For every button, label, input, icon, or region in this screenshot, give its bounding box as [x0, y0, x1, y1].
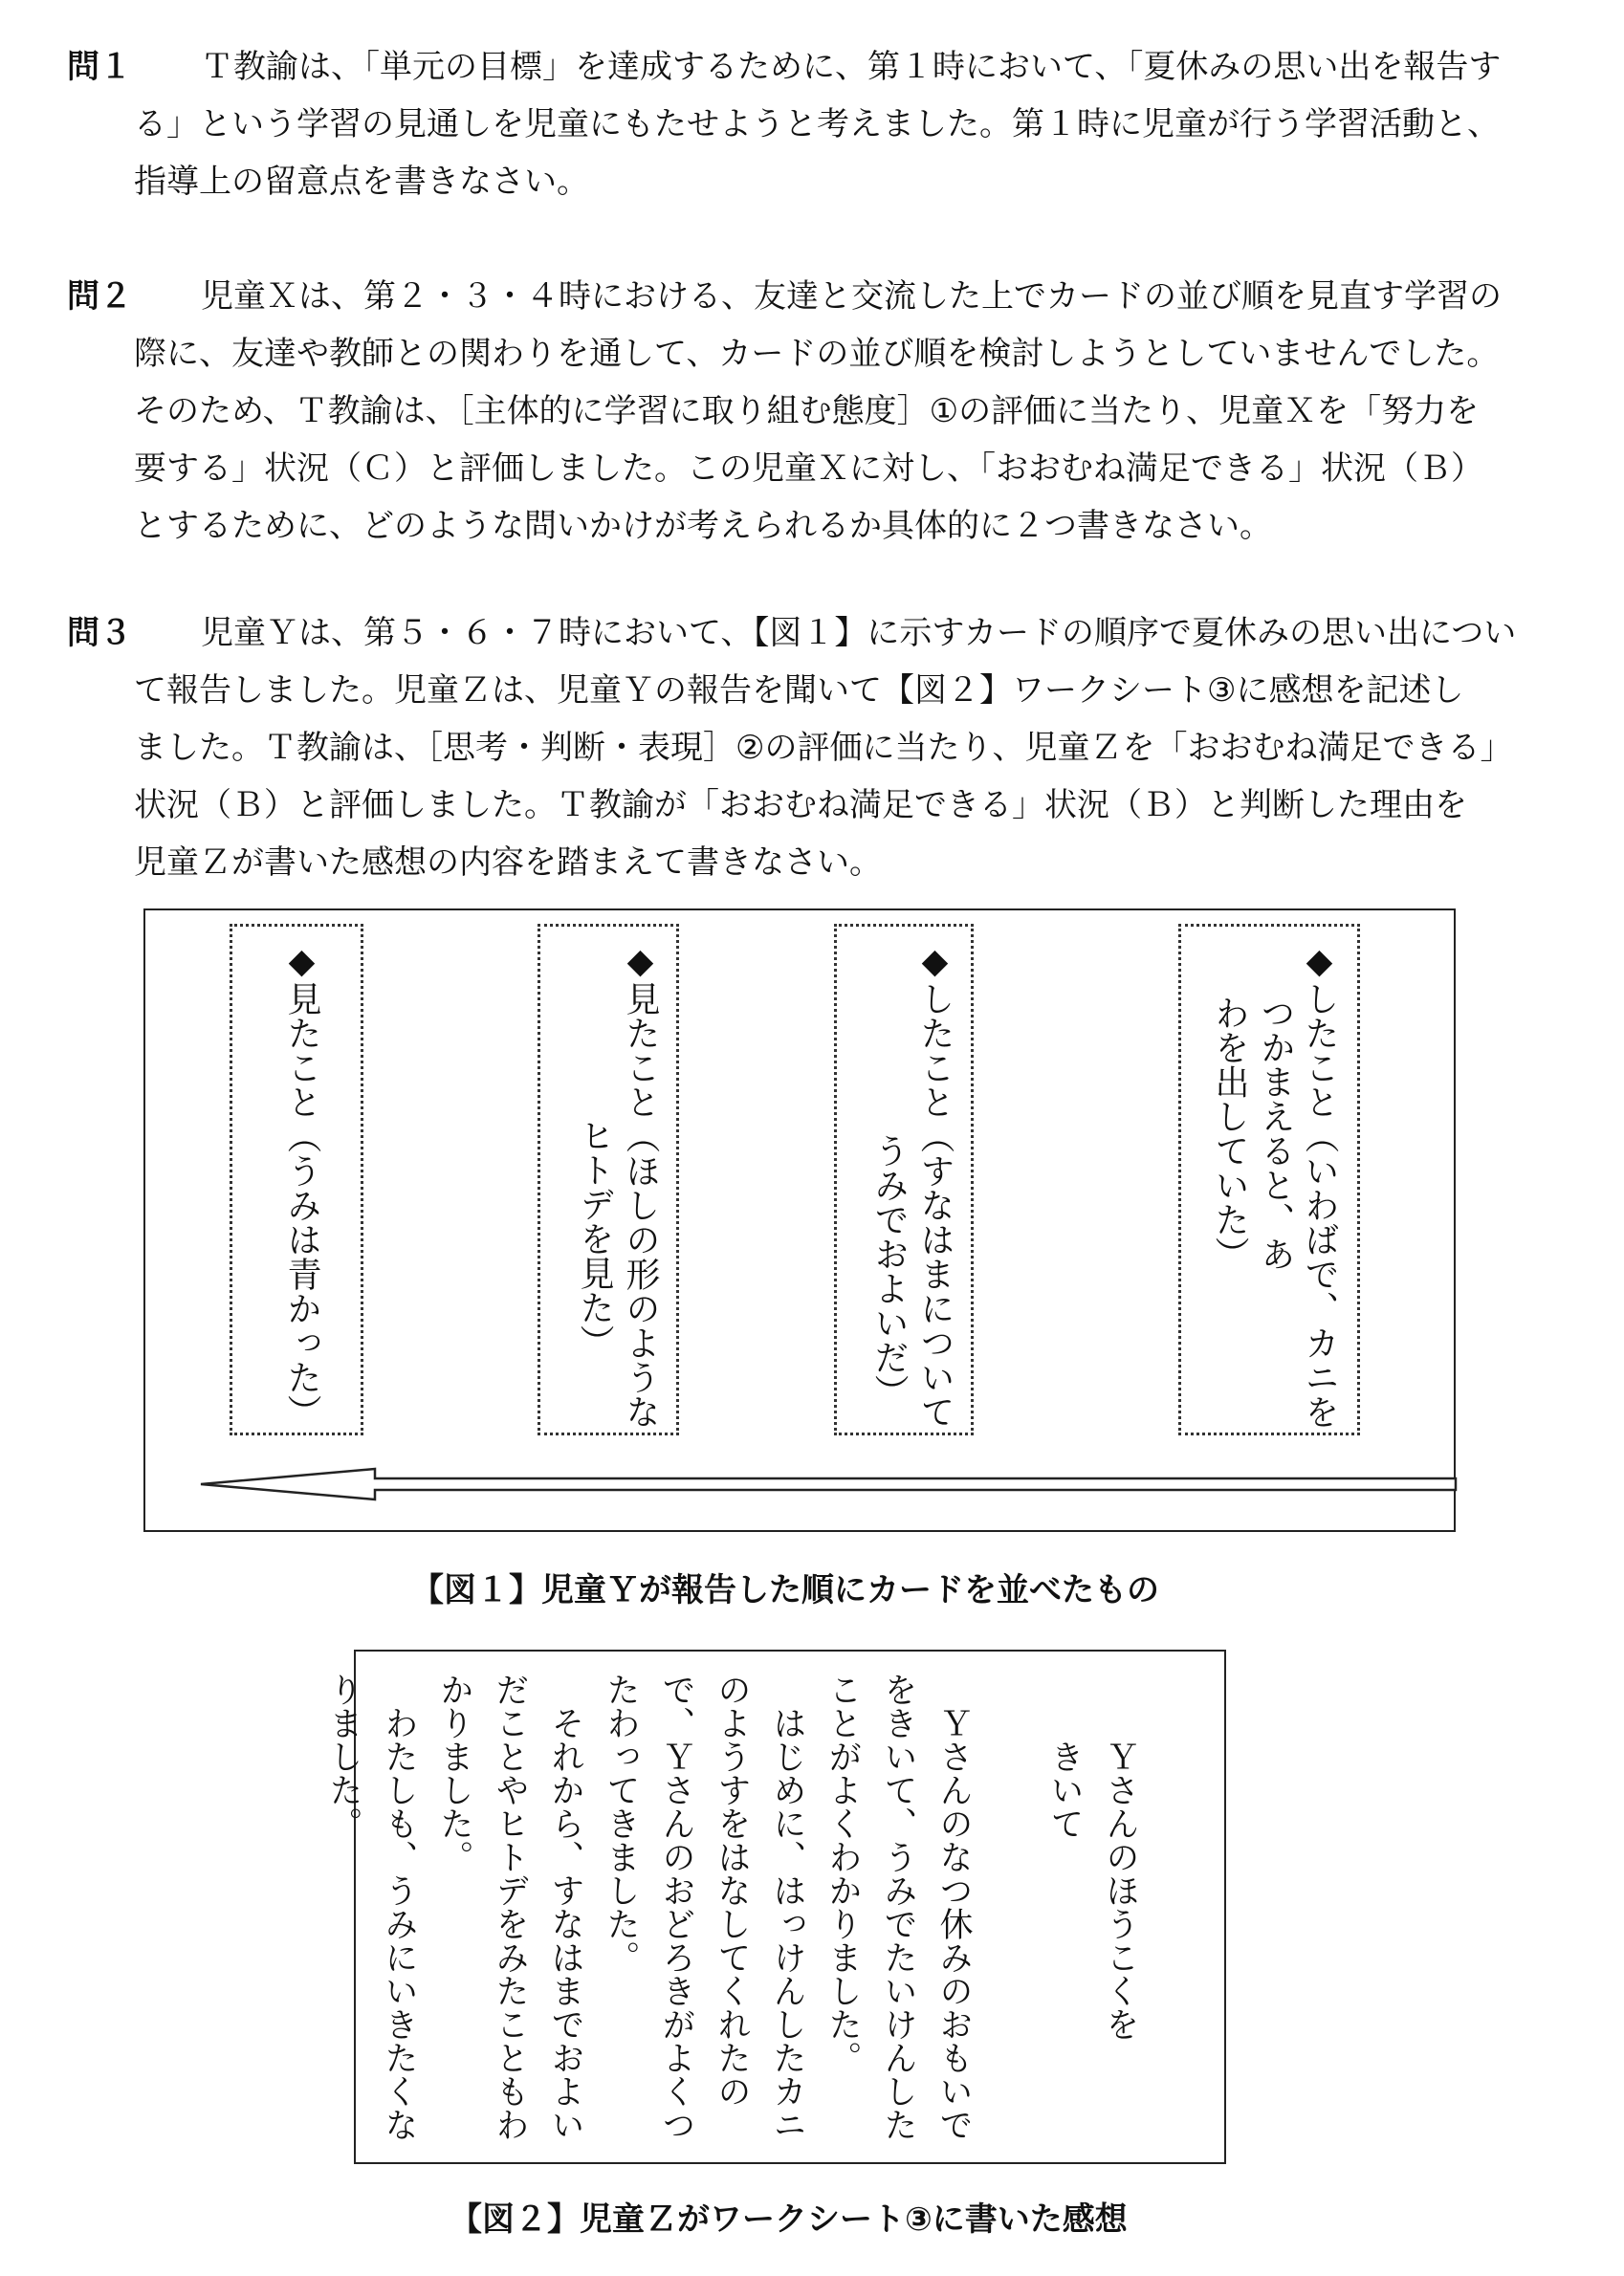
- question-text-line: て報告しました。児童Ｚは、児童Ｙの報告を聞いて【図２】ワークシート③に感想を記述し: [134, 671, 1464, 710]
- card-text: ヒトデを見た）: [575, 1118, 614, 1359]
- worksheet-line: りました。: [324, 1673, 362, 1840]
- worksheet-title-line: Ｙさんのほうこくを: [1101, 1740, 1139, 2041]
- question-text-line: 際に、友達や教師との関わりを通して、カードの並び順を検討しようとしていませんでした。: [134, 335, 1500, 373]
- card-text: ◆したこと（すなはまについて: [915, 942, 955, 1429]
- card-3: [538, 924, 679, 1435]
- card-text: ◆見たこと（ほしの形のような: [621, 942, 660, 1429]
- question-label: 問１: [67, 48, 132, 86]
- question-text-line: 要する」状況（Ｃ）と評価しました。この児童Ｘに対し、「おおむね満足できる」状況（Ｂ）: [134, 449, 1483, 488]
- question-3: [67, 604, 1559, 891]
- worksheet-line: かりました。: [435, 1673, 473, 1873]
- figure-2-caption: 【図２】児童Ｚがワークシート③に書いた感想: [450, 2200, 1128, 2239]
- question-text-line: Ｔ教諭は、「単元の目標」を達成するために、第１時において、「夏休みの思い出を報告す: [201, 48, 1502, 86]
- left-arrow-icon: [193, 1465, 1465, 1503]
- worksheet-title-line: きいて: [1045, 1740, 1084, 1840]
- worksheet-line: たわってきました。: [602, 1673, 640, 1974]
- question-text-line: 児童Ｚが書いた感想の内容を踏まえて書きなさい。: [134, 843, 882, 882]
- question-label: 問３: [67, 614, 132, 652]
- card-text: ◆したこと（いわばで、カニを: [1300, 942, 1339, 1429]
- figure-1-caption: 【図１】児童Ｙが報告した順にカードを並べたもの: [411, 1571, 1159, 1609]
- question-text-line: そのため、Ｔ教諭は、［主体的に学習に取り組む態度］①の評価に当たり、児童Ｘを「努力を: [134, 392, 1480, 430]
- worksheet-line: わたしも、うみにいきたくな: [380, 1706, 418, 2141]
- question-1: [67, 38, 1559, 210]
- worksheet-line: をきいて、うみでたいけんした: [879, 1673, 917, 2141]
- question-label: 問２: [67, 277, 132, 316]
- question-text-line: とするために、どのような問いかけが考えられるか具体的に２つ書きなさい。: [134, 507, 1272, 545]
- question-text-line: る」という学習の見通しを児童にもたせようと考えました。第１時に児童が行う学習活動と、: [134, 105, 1500, 143]
- question-text-line: 状況（Ｂ）と評価しました。Ｔ教諭が「おおむね満足できる」状況（Ｂ）と判断した理由を: [134, 786, 1467, 824]
- worksheet-line: Ｙさんのなつ休みのおもいで: [934, 1706, 973, 2141]
- card-text: うみでおよいだ）: [869, 1133, 909, 1409]
- figure-1-card-order: [143, 908, 1456, 1532]
- card-1: [1178, 924, 1360, 1435]
- worksheet-line: ことがよくわかりました。: [823, 1673, 862, 2074]
- card-text: つかまえると、あ: [1256, 996, 1295, 1271]
- question-text-line: 児童Ｙは、第５・６・７時において、【図１】に示すカードの順序で夏休みの思い出につい: [201, 614, 1517, 652]
- card-text: わを出していた）: [1210, 996, 1249, 1271]
- worksheet-text: [316, 1673, 1203, 2141]
- card-text: ◆見たこと（うみは青かった）: [282, 942, 321, 1429]
- card-2: [834, 924, 974, 1435]
- question-text-line: 指導上の留意点を書きなさい。: [134, 163, 589, 201]
- question-text-line: ました。Ｔ教諭は、［思考・判断・表現］②の評価に当たり、児童Ｚを「おおむね満足できる」: [134, 729, 1513, 767]
- worksheet-line: だことやヒトデをみたこともわ: [491, 1673, 529, 2141]
- worksheet-line: で、Ｙさんのおどろきがよくつ: [657, 1673, 695, 2141]
- question-text-line: 児童Ｘは、第２・３・４時における、友達と交流した上でカードの並び順を見直す学習の: [201, 277, 1502, 316]
- card-4: [230, 924, 363, 1435]
- worksheet-line: はじめに、はっけんしたカニ: [768, 1706, 806, 2141]
- figure-2-worksheet: [324, 1650, 1226, 2164]
- worksheet-line: それから、すなはまでおよい: [546, 1706, 584, 2141]
- worksheet-line: のようすをはなしてくれたの: [713, 1673, 751, 2108]
- question-2: [67, 268, 1559, 555]
